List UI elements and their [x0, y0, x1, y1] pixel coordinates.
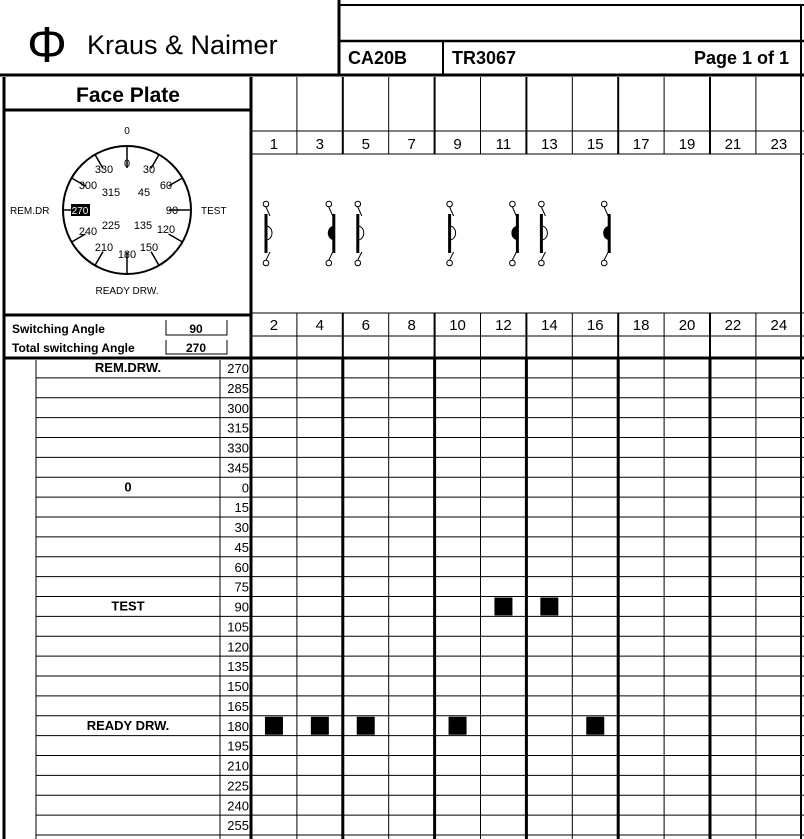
position-label-0: 0: [124, 479, 132, 495]
dial-top-label: 0: [124, 126, 130, 137]
dial-mark-240: 240: [78, 226, 98, 238]
contact-symbol-8-no: [601, 201, 609, 266]
total-angle-label: Total switching Angle: [12, 341, 135, 355]
terminal-top-21: 21: [724, 136, 742, 153]
terminal-top-7: 7: [407, 136, 416, 153]
brand-logo-icon: Φ: [27, 17, 67, 73]
terminal-bottom-24: 24: [770, 317, 788, 334]
angle-60: 60: [234, 559, 249, 575]
contact-symbol-3-nc: [355, 201, 364, 266]
brand-name: Kraus & Naimer: [87, 30, 278, 60]
dial-mark-90: 90: [165, 205, 179, 217]
angle-150: 150: [227, 679, 249, 694]
right-position-label: TEST: [201, 206, 227, 217]
angle-75: 75: [234, 579, 249, 595]
angle-195: 195: [227, 738, 249, 754]
angle-30: 30: [234, 520, 249, 535]
terminal-bottom-14: 14: [541, 317, 558, 334]
angle-180: 180: [227, 718, 249, 734]
angle-0: 0: [241, 480, 249, 496]
dial-mark-315: 315: [101, 187, 121, 199]
dial-mark-0: 0: [123, 158, 131, 170]
closed-mark-180-contact-1: [265, 717, 283, 735]
dial-mark-135: 135: [133, 220, 153, 232]
position-labels: [87, 360, 170, 733]
dial-mark-120: 120: [156, 224, 176, 236]
position-label-ready-drw: READY DRW.: [86, 717, 170, 733]
terminal-top-1: 1: [269, 136, 279, 153]
angle-240: 240: [227, 798, 249, 814]
position-label-rem-drw: REM.DRW.: [94, 360, 162, 375]
terminal-bottom-4: 4: [315, 317, 325, 334]
terminal-bottom-12: 12: [495, 317, 512, 334]
dial-mark-210: 210: [94, 242, 114, 254]
angle-270: 270: [227, 361, 249, 376]
angle-285: 285: [227, 380, 249, 396]
terminal-bottom-10: 10: [449, 317, 466, 334]
contact-symbol-1-nc: [263, 201, 272, 266]
terminal-top-23: 23: [770, 136, 788, 153]
terminal-bottom-6: 6: [361, 317, 370, 334]
angle-rows: [227, 361, 249, 833]
dial-pointer-value: 270: [71, 206, 89, 217]
page-indicator: Page 1 of 1: [693, 48, 789, 68]
switching-angle-label: Switching Angle: [12, 322, 105, 336]
position-label-test: TEST: [111, 598, 145, 614]
dial-mark-225: 225: [101, 220, 121, 232]
terminal-top-17: 17: [632, 136, 650, 153]
dial-mark-30: 30: [142, 164, 156, 176]
angle-135: 135: [227, 659, 249, 675]
dial-mark-60: 60: [159, 180, 173, 192]
switching-angle-value: 90: [189, 322, 203, 336]
contact-symbol-7-nc: [539, 201, 548, 266]
angle-255: 255: [227, 818, 249, 834]
angle-210: 210: [227, 758, 249, 774]
contact-symbol-6-no: [510, 201, 518, 266]
angle-300: 300: [227, 400, 249, 416]
terminal-bottom-22: 22: [724, 317, 742, 334]
dial-mark-45: 45: [137, 187, 151, 199]
terminal-top-13: 13: [541, 136, 558, 153]
angle-165: 165: [227, 698, 249, 714]
angle-105: 105: [227, 619, 249, 635]
diagram-frame: [0, 5, 804, 839]
closed-mark-90-contact-11: [494, 598, 512, 616]
terminal-top-3: 3: [315, 136, 325, 153]
contact-symbol-5-nc: [447, 201, 456, 266]
total-angle-value: 270: [185, 341, 207, 355]
angle-345: 345: [227, 460, 249, 476]
dial-mark-330: 330: [94, 164, 114, 176]
header: [27, 0, 804, 75]
contact-symbols: [263, 201, 609, 266]
terminal-top-5: 5: [361, 136, 370, 153]
terminal-top-11: 11: [495, 136, 512, 153]
terminal-bottom-18: 18: [632, 317, 650, 334]
bottom-position-label: READY DRW.: [95, 286, 159, 297]
terminal-bottom-20: 20: [678, 317, 696, 334]
terminal-top-9: 9: [453, 136, 462, 153]
model-number: CA20B: [348, 48, 408, 68]
drawing-number: TR3067: [452, 48, 517, 68]
closed-mark-180-contact-15: [586, 717, 604, 735]
angle-330: 330: [227, 440, 249, 456]
face-plate-title: Face Plate: [76, 84, 180, 107]
terminal-bottom-2: 2: [269, 317, 279, 334]
terminal-bottom-8: 8: [407, 317, 416, 334]
angle-45: 45: [234, 539, 249, 555]
closed-mark-180-contact-5: [357, 717, 375, 735]
angle-120: 120: [227, 639, 249, 655]
dial-mark-300: 300: [78, 180, 98, 192]
closed-mark-180-contact-3: [311, 717, 329, 735]
dial-marks: [79, 158, 178, 261]
left-position-label: REM.DR: [10, 206, 50, 217]
terminal-top-19: 19: [678, 136, 696, 153]
closed-mark-180-contact-9: [449, 717, 467, 735]
dial-mark-150: 150: [139, 242, 159, 254]
terminal-top-15: 15: [586, 136, 604, 153]
closed-mark-90-contact-13: [540, 598, 558, 616]
dial-mark-180: 180: [117, 249, 137, 261]
angle-315: 315: [227, 420, 249, 436]
contact-symbol-2-no: [326, 201, 334, 266]
angle-225: 225: [227, 778, 249, 794]
terminal-bottom-16: 16: [586, 317, 604, 334]
angle-15: 15: [234, 500, 249, 516]
angle-90: 90: [234, 599, 249, 615]
